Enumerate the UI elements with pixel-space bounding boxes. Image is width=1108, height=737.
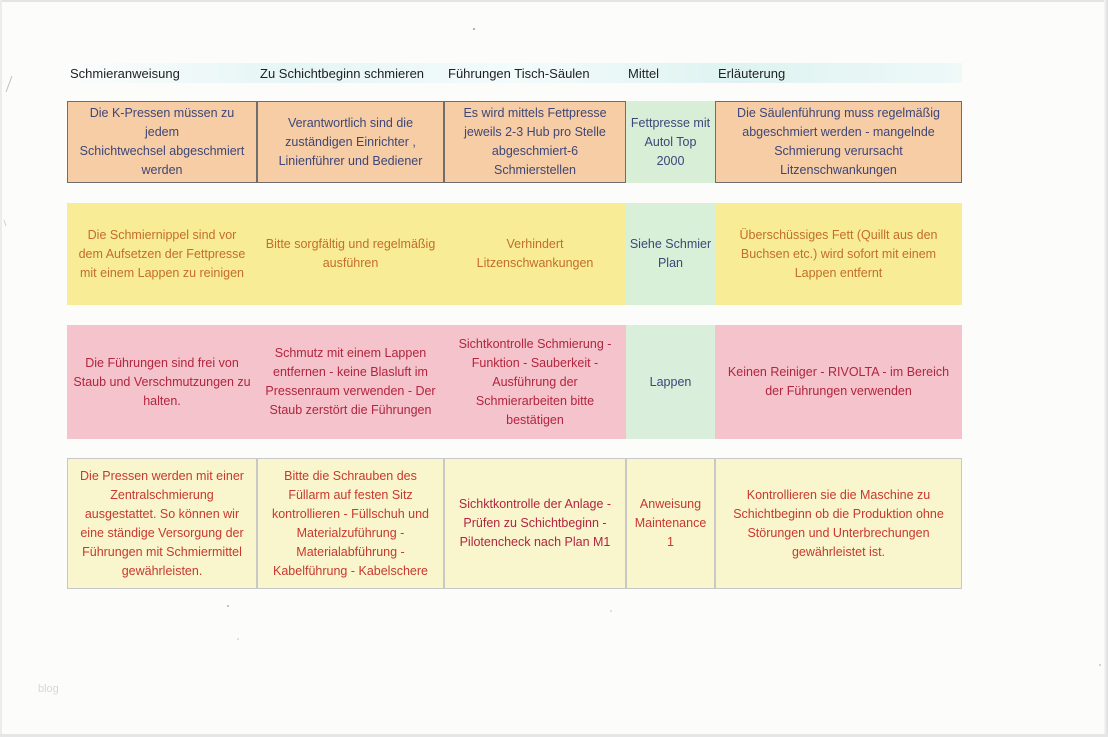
cell-text: Überschüssiges Fett (Quillt aus den Buchsen etc.) wird sofort mit einem Lappen entfernt [739,227,938,280]
table-cell [444,203,626,305]
table-cell [67,101,257,183]
header-erlaeuterung: Erläuterung [718,66,786,81]
cell-text: Sichktkontrolle der Anlage - Prüfen zu Schichtbeginn - Pilotencheck nach Plan M1 [458,497,612,549]
table-cell [626,458,715,589]
table-cell [257,325,444,439]
table-cell [626,101,715,183]
table-cell [67,325,257,439]
table-cell [257,101,444,183]
header-fuehrungen: Führungen Tisch-Säulen [448,66,590,81]
cell-text: Die Säulenführung muss regelmäßig abgeschmiert werden - mangelnde Schmierung verursacht Litzenschwankungen [737,106,940,177]
header-mittel: Mittel [628,66,660,81]
table-cell [715,203,962,305]
table-cell [67,458,257,589]
cell-text: Siehe Schmier Plan [629,237,712,270]
cell-text: Lappen [649,374,692,389]
table-cell [257,458,444,589]
cell-text: Kontrollieren sie die Maschine zu Schichtbeginn ob die Produktion ohne Störungen und Unterbrechungen gewährleistet ist. [733,487,944,559]
scan-edge-top [0,0,1108,2]
table-row [67,325,962,439]
table-row [67,458,962,589]
scan-edge-left [0,0,2,737]
table-cell [444,458,626,589]
cell-text: Die K-Pressen müssen zu jedem Schichtwechsel abgeschmiert werden [79,106,245,177]
table-row [67,101,962,183]
table-row [67,203,962,305]
scan-edge-right [1104,0,1108,737]
table-cell [444,101,626,183]
table-cell [67,203,257,305]
table-cell [715,458,962,589]
table-cell [626,325,715,439]
cell-text: Schmutz mit einem Lappen entfernen - keine Blasluft im Pressenraum verwenden - Der Staub zerstört die Führungen [265,346,436,417]
cell-text: Bitte sorgfältig und regelmäßig ausführen [265,237,436,270]
cell-text: Sichtkontrolle Schmierung - Funktion - Sauberkeit - Ausführung der Schmierarbeiten bitte bestätigen [458,336,612,427]
cell-text: Verhindert Litzenschwankungen [476,237,594,270]
header-schmieranweisung: Schmieranweisung [70,66,180,81]
table-cell [626,203,715,305]
cell-text: Die Führungen sind frei von Staub und Verschmutzungen zu halten. [73,355,251,408]
cell-text: Keinen Reiniger - RIVOLTA - im Bereich der Führungen verwenden [727,365,950,398]
table-cell [444,325,626,439]
cell-text: Fettpresse mit Autol Top 2000 [630,115,711,168]
watermark: blog [38,683,59,695]
cell-text: Bitte die Schrauben des Füllarm auf festen Sitz kontrollieren - Füllschuh und Materialzuführung - Materialabführung - Kabelführung - Kabelschere [271,468,430,578]
header-schichtbeginn: Zu Schichtbeginn schmieren [260,66,425,81]
cell-text: Verantwortlich sind die zuständigen Einrichter , Linienführer und Bediener [278,115,423,168]
cell-text: Es wird mittels Fettpresse jeweils 2-3 Hub pro Stelle abgeschmiert-6 Schmierstellen [463,106,607,177]
cell-text: Anweisung Maintenance 1 [634,497,707,549]
cell-text: Die Schmiernippel sind vor dem Aufsetzen der Fettpresse mit einem Lappen zu reinigen [78,227,246,280]
table-cell [257,203,444,305]
cell-text: Die Pressen werden mit einer Zentralschmierung ausgestattet. So können wir eine ständige Versorgung der Führungen mit Schmiermittel gewährleisten. [80,468,244,578]
table-cell [715,325,962,439]
table-cell [715,101,962,183]
